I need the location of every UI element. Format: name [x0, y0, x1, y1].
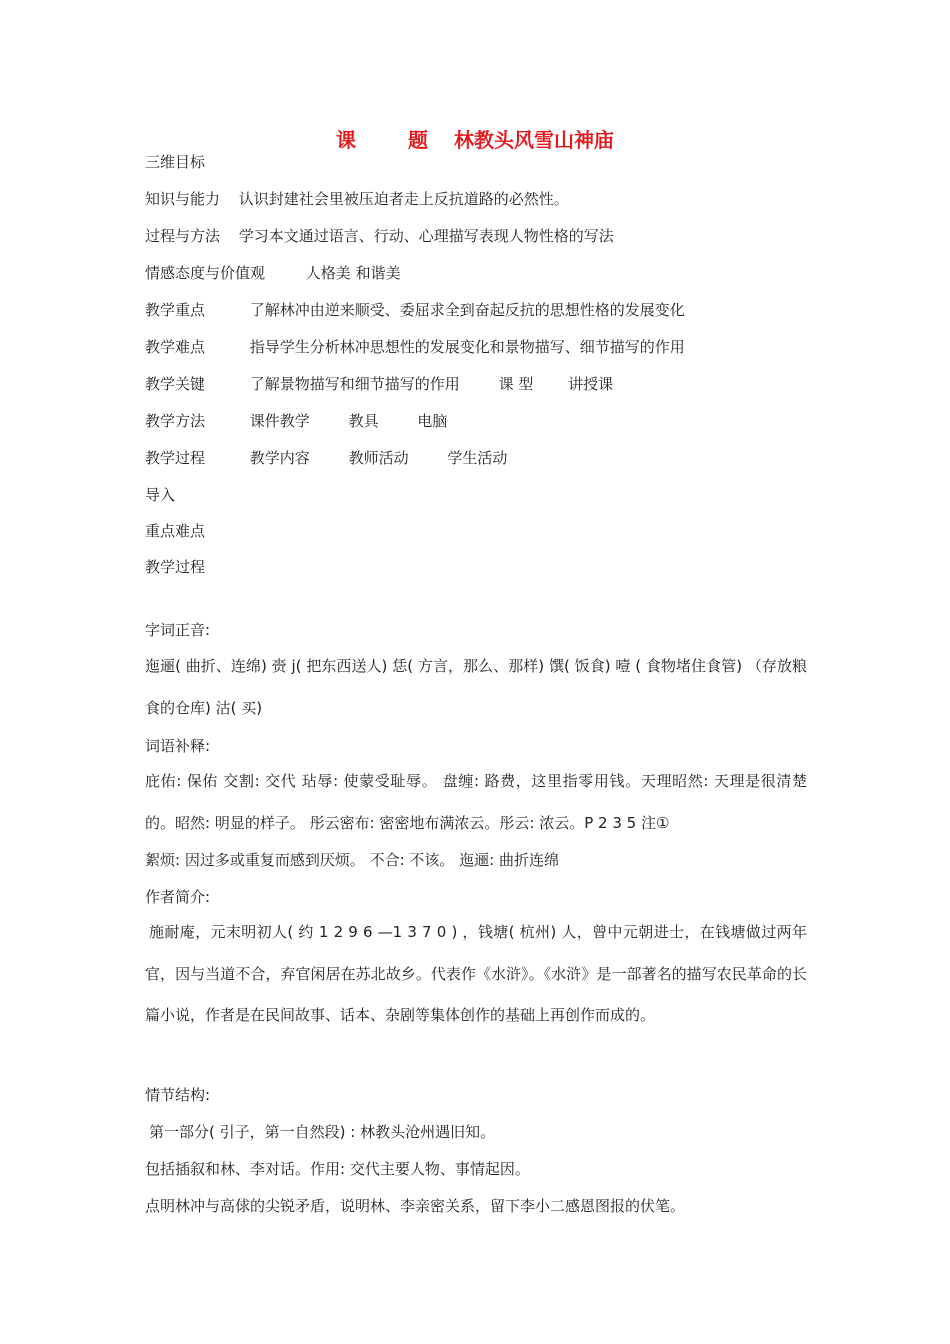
emotion-label: 情感态度与价值观 [145, 264, 266, 282]
teaching-difficulty-row [145, 337, 685, 357]
emotion-text: 人格美 和谐美 [305, 264, 401, 282]
teacher-activity-col: 教师活动 [348, 449, 409, 467]
page-title [0, 124, 950, 153]
teaching-difficulty-label: 教学难点 [145, 338, 206, 356]
plot-heading: 情节结构: [145, 1086, 211, 1104]
plot-part-1-detail: 包括插叙和林、李对话。作用: 交代主要人物、事情起因。 [145, 1160, 530, 1178]
teaching-method-text: 课件教学 [249, 412, 310, 430]
teaching-method-row [145, 411, 447, 431]
process-method-text: 学习本文通过语言、行动、心理描写表现人物性格的写法 [238, 227, 614, 245]
plot-part-1-note: 点明林冲与高俅的尖锐矛盾，说明林、李亲密关系，留下李小二感恩图报的伏笔。 [145, 1197, 686, 1215]
knowledge-label: 知识与能力 [145, 190, 221, 208]
pronunciation-text: 迤逦( 曲折、连绵) 赍 j( 把东西送人) 恁( 方言，那么、那样) 馔( 饭食) 噎 ( 食物堵住食管) （存放粮食的仓库) 沽( 买) [145, 657, 807, 717]
lesson-type-label: 课 型 [498, 375, 534, 393]
word-supplement-text-2: 絮烦: 因过多或重复而感到厌烦。 不合: 不该。 迤逦: 曲折连绵 [145, 851, 560, 869]
teaching-tool-label: 教具 [348, 412, 379, 430]
teaching-focus-text: 了解林冲由逆来顺受、委屈求全到奋起反抗的思想性格的发展变化 [249, 301, 685, 319]
teaching-process-label: 教学过程 [145, 449, 206, 467]
teaching-key-text: 了解景物描写和细节描写的作用 [249, 375, 460, 393]
process-heading: 教学过程 [145, 558, 206, 576]
teaching-difficulty-text: 指导学生分析林冲思想性的发展变化和景物描写、细节描写的作用 [249, 338, 685, 356]
pronunciation-heading: 字词正音: [145, 621, 211, 639]
title-part-1: 课 [336, 128, 356, 152]
word-supplement-heading: 词语补释: [145, 737, 211, 755]
author-text: 施耐庵，元末明初人( 约 1 2 9 6 —1 3 7 0 ) ，钱塘( 杭州) 人，曾中元朝进士，在钱塘做过两年官，因与当道不合，弃官闲居在苏北故乡。代表作《水浒》。《水浒》是一部著名的描写农民革命的长篇小说，作者是在民间故事、话本、杂剧等集体创作的基础上再创作而成的。 [145, 923, 807, 1024]
author-heading: 作者简介: [145, 888, 211, 906]
teaching-key-label: 教学关键 [145, 375, 206, 393]
knowledge-text: 认识封建社会里被压迫者走上反抗道路的必然性。 [238, 190, 569, 208]
teaching-method-label: 教学方法 [145, 412, 206, 430]
teaching-content-col: 教学内容 [249, 449, 310, 467]
teaching-tool-text: 电脑 [417, 412, 448, 430]
teaching-process-row [145, 448, 507, 468]
word-supplement-text: 庇佑: 保佑 交割: 交代 玷辱: 使蒙受耻辱。 盘缠: 路费，这里指零用钱。天理昭然: 天理是很清楚的。昭然: 明显的样子。 彤云密布: 密密地布满浓云。彤云: 浓云。P 2 3 5 注① [145, 772, 807, 832]
teaching-key-row [145, 374, 613, 394]
title-part-3: 林教头风雪山神庙 [454, 128, 614, 152]
plot-part-1: 第一部分( 引子，第一自然段) : 林教头沧州遇旧知。 [149, 1123, 496, 1141]
keypoints-heading: 重点难点 [145, 522, 206, 540]
title-part-2: 题 [408, 128, 428, 152]
process-method-row [145, 226, 614, 246]
intro-heading: 导入 [145, 486, 176, 504]
three-dim-goals: 三维目标 [145, 153, 206, 171]
teaching-focus-label: 教学重点 [145, 301, 206, 319]
emotion-row [145, 263, 401, 283]
knowledge-row [145, 189, 569, 209]
teaching-focus-row [145, 300, 685, 320]
student-activity-col: 学生活动 [447, 449, 508, 467]
lesson-type-text: 讲授课 [568, 375, 614, 393]
process-method-label: 过程与方法 [145, 227, 221, 245]
